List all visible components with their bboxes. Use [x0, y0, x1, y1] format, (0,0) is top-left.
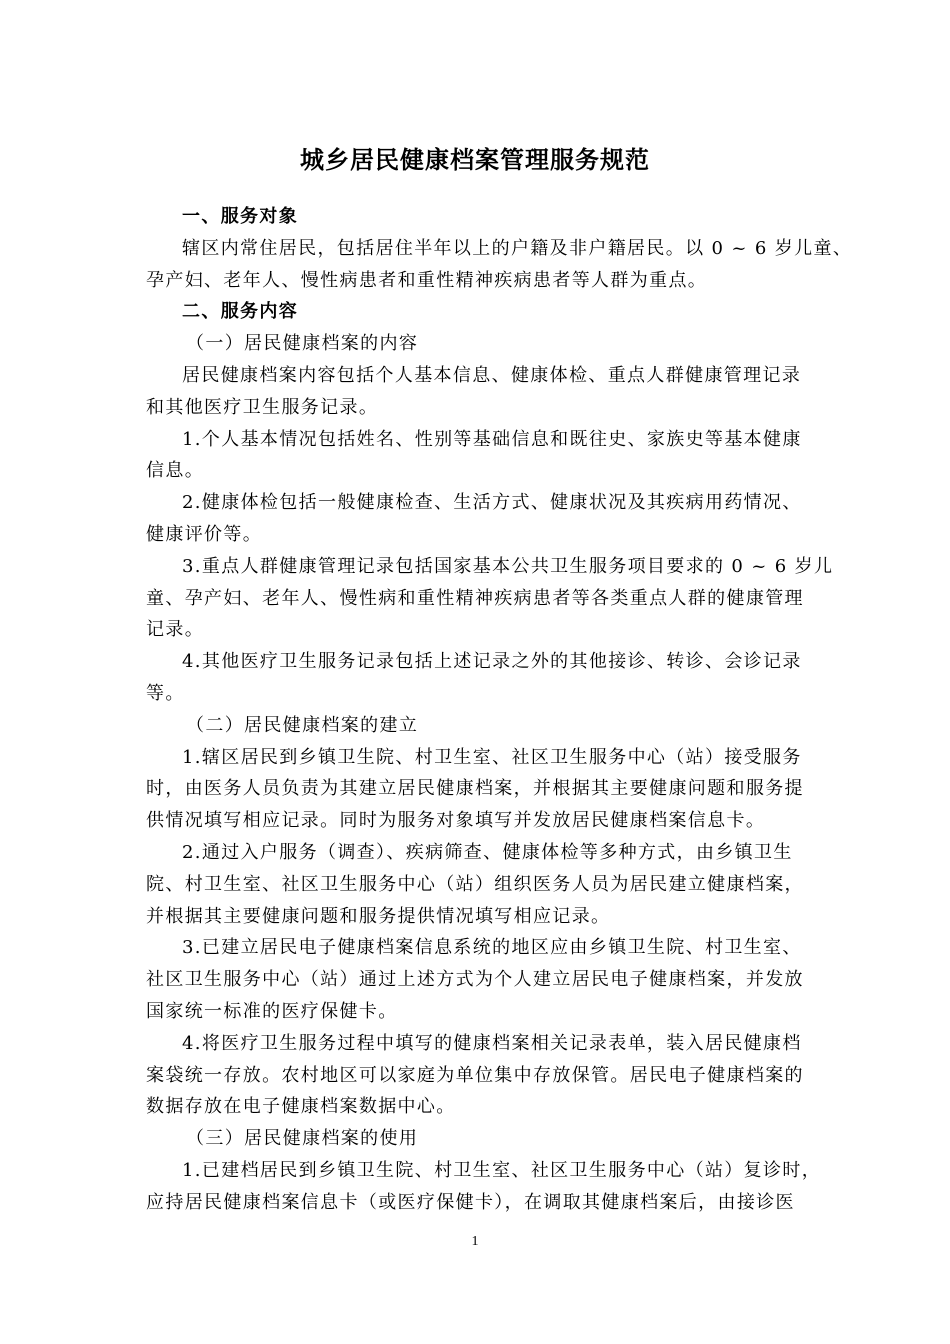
- paragraph-line: 居民健康档案内容包括个人基本信息、健康体检、重点人群健康管理记录: [182, 364, 802, 386]
- subsection-heading: （三）居民健康档案的使用: [186, 1128, 419, 1150]
- paragraph-line: 健康评价等。: [146, 523, 263, 545]
- paragraph-line: 时，由医务人员负责为其建立居民健康档案，并根据其主要健康问题和服务提: [146, 778, 804, 800]
- paragraph-line: 2.健康体检包括一般健康检查、生活方式、健康状况及其疾病用药情况、: [182, 492, 802, 514]
- paragraph-line: 等。: [146, 682, 185, 704]
- paragraph-line: 4.将医疗卫生服务过程中填写的健康档案相关记录表单，装入居民健康档: [182, 1032, 802, 1054]
- subsection-heading: （一）居民健康档案的内容: [186, 333, 419, 355]
- page-number: 1: [471, 1234, 479, 1249]
- paragraph-line: 数据存放在电子健康档案数据中心。: [146, 1096, 456, 1118]
- paragraph-line: 和其他医疗卫生服务记录。: [146, 396, 379, 418]
- document-body: [146, 201, 853, 1219]
- paragraph-line: 国家统一标准的医疗保健卡。: [146, 1000, 398, 1022]
- paragraph-line: 1.个人基本情况包括姓名、性别等基础信息和既往史、家族史等基本健康: [182, 428, 802, 450]
- section-heading: 一、服务对象: [182, 206, 299, 227]
- paragraph-line: 4.其他医疗卫生服务记录包括上述记录之外的其他接诊、转诊、会诊记录: [182, 651, 802, 673]
- paragraph-line: 孕产妇、老年人、慢性病患者和重性精神疾病患者等人群为重点。: [146, 269, 708, 291]
- paragraph-line: 院、村卫生室、社区卫生服务中心（站）组织医务人员为居民建立健康档案，: [146, 873, 804, 895]
- paragraph-line: 3.重点人群健康管理记录包括国家基本公共卫生服务项目要求的 0 ~ 6 岁儿: [182, 555, 834, 577]
- paragraph-line: 应持居民健康档案信息卡（或医疗保健卡），在调取其健康档案后，由接诊医: [146, 1191, 795, 1213]
- paragraph-line: 3.已建立居民电子健康档案信息系统的地区应由乡镇卫生院、村卫生室、: [182, 937, 802, 959]
- paragraph-line: 供情况填写相应记录。同时为服务对象填写并发放居民健康档案信息卡。: [146, 810, 766, 832]
- paragraph-line: 社区卫生服务中心（站）通过上述方式为个人建立居民电子健康档案，并发放: [146, 969, 804, 991]
- paragraph-line: 1.辖区居民到乡镇卫生院、村卫生室、社区卫生服务中心（站）接受服务: [182, 746, 802, 768]
- paragraph-line: 1.已建档居民到乡镇卫生院、村卫生室、社区卫生服务中心（站）复诊时，: [182, 1159, 822, 1181]
- paragraph-line: 案袋统一存放。农村地区可以家庭为单位集中存放保管。居民电子健康档案的: [146, 1064, 804, 1086]
- section-heading: 二、服务内容: [182, 301, 299, 323]
- paragraph-line: 记录。: [146, 619, 205, 641]
- paragraph-line: 并根据其主要健康问题和服务提供情况填写相应记录。: [146, 905, 611, 927]
- document-title: 城乡居民健康档案管理服务规范: [300, 146, 650, 174]
- subsection-heading: （二）居民健康档案的建立: [186, 714, 419, 736]
- paragraph-line: 童、孕产妇、老年人、慢性病和重性精神疾病患者等各类重点人群的健康管理: [146, 587, 804, 609]
- paragraph-line: 辖区内常住居民，包括居住半年以上的户籍及非户籍居民。以 0 ~ 6 岁儿童、: [182, 237, 853, 259]
- paragraph-line: 2.通过入户服务（调查）、疾病筛查、健康体检等多种方式，由乡镇卫生: [182, 841, 793, 863]
- paragraph-line: 信息。: [146, 460, 205, 482]
